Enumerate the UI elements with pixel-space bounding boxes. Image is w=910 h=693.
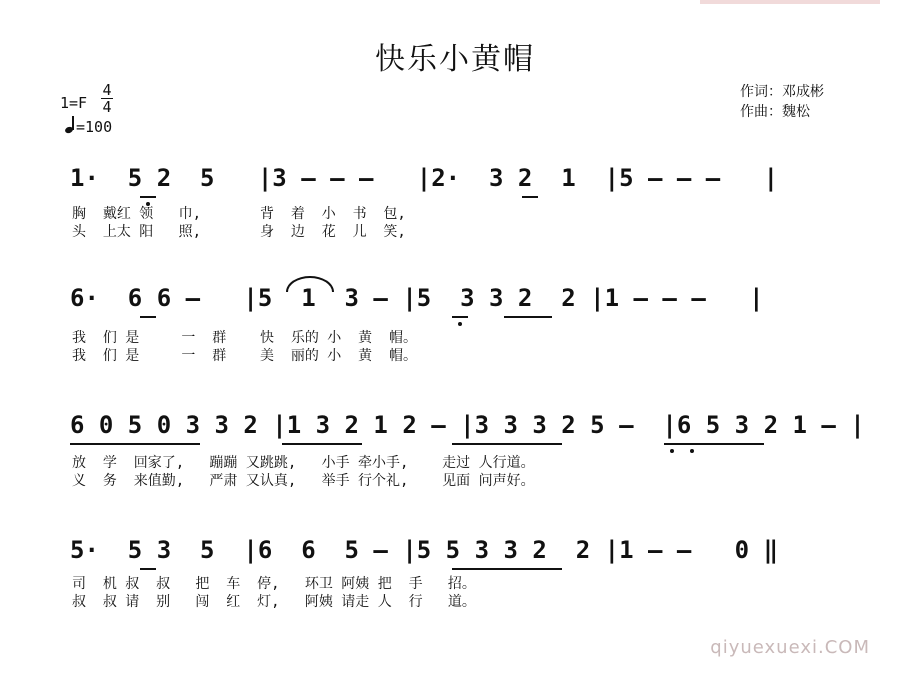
underline (452, 443, 562, 445)
lyric-row-4-verse-1: 司 机 叔 叔 把 车 停, 环卫 阿姨 把 手 招。 (72, 576, 476, 592)
time-signature-bottom: 4 (102, 98, 112, 116)
time-signature (100, 82, 114, 115)
underline (140, 196, 156, 198)
lyric-row-3-verse-2: 义 务 来值勤, 严肃 又认真, 举手 行个礼, 见面 问声好。 (72, 473, 535, 489)
underline (140, 568, 156, 570)
score-row-4 (0, 530, 910, 640)
lyricist-credit: 作词：邓成彬 (740, 84, 824, 100)
notes-row-1: 1· 5 2 5 |3 – – – |2· 3 2 1 |5 – – – | (70, 164, 779, 192)
lyric-row-3-verse-1: 放 学 回家了, 蹦蹦 又跳跳, 小手 牵小手, 走过 人行道。 (72, 455, 535, 471)
lyric-row-1-verse-2: 头 上太 阳 照, 身 边 花 儿 笑, (72, 224, 406, 240)
underline (452, 316, 468, 318)
low-octave-dot (670, 449, 674, 453)
time-signature-top: 4 (102, 81, 112, 99)
low-octave-dot (458, 322, 462, 326)
top-watermark-strip (700, 0, 880, 4)
tempo-marking (64, 116, 112, 136)
notes-row-2: 6· 6 6 – |5 1 3 – |5 3 3 2 2 |1 – – – | (70, 284, 764, 312)
notes-row-4: 5· 5 3 5 |6 6 5 – |5 5 3 3 2 2 |1 – – 0 ‖ (70, 536, 779, 564)
score-row-1 (0, 158, 910, 268)
lyric-row-2-verse-1: 我 们 是 一 群 快 乐的 小 黄 帽。 (72, 330, 418, 346)
credits (740, 82, 824, 122)
underline (70, 443, 200, 445)
lyric-row-2-verse-2: 我 们 是 一 群 美 丽的 小 黄 帽。 (72, 348, 418, 364)
key-signature: 1=F (60, 94, 88, 112)
lyric-row-1-verse-1: 胸 戴红 领 巾, 背 着 小 书 包, (72, 206, 406, 222)
underline (664, 443, 764, 445)
tempo-value: =100 (76, 118, 113, 136)
underline (282, 443, 362, 445)
low-octave-dot (690, 449, 694, 453)
lyric-row-4-verse-2: 叔 叔 请 别 闯 红 灯, 阿姨 请走 人 行 道。 (72, 594, 476, 610)
notes-row-3: 6 0 5 0 3 3 2 |1 3 2 1 2 – |3 3 3 2 5 – |6 5 3 2 1 – | (70, 411, 865, 439)
score-row-3 (0, 405, 910, 515)
composer-credit: 作曲：魏松 (740, 104, 810, 120)
low-octave-dot (146, 202, 150, 206)
underline (452, 568, 562, 570)
score-row-2 (0, 278, 910, 388)
song-title: 快乐小黄帽 (375, 42, 535, 77)
underline (522, 196, 538, 198)
quarter-note-icon (64, 116, 76, 134)
site-watermark: qiyuexuexi.COM (710, 637, 870, 658)
underline (140, 316, 156, 318)
underline (504, 316, 552, 318)
